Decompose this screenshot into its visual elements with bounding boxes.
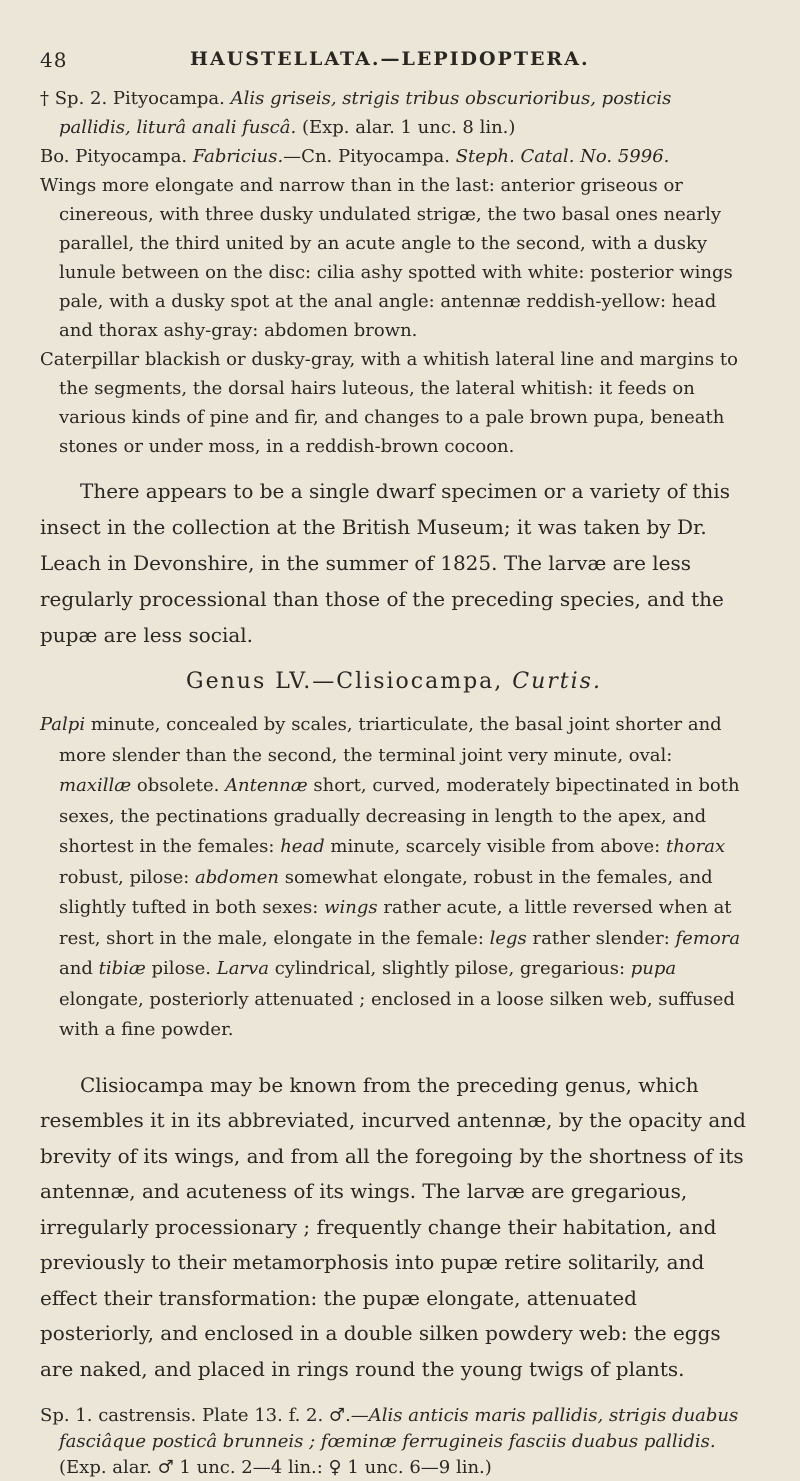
wings-description: Wings more elongate and narrow than in the last: anterior griseous or cinereous, with three dusky undulated strigæ, the two basal ones nearly parallel, the third united by an acute angle to the second, with a dusky lunule between on the disc: cilia ashy spotted with white: posterior wings pale, with a dusky spot at the anal angle: antennæ reddish-yellow: head and thorax ashy-gray: abdomen brown. [40, 175, 733, 341]
synonymy-label: Bo. Pityocampa. [40, 146, 188, 167]
species-1-label: Sp. 1. castrensis. [40, 1405, 197, 1426]
species-1-expanse: (Exp. alar. ♂ 1 unc. 2—4 lin.: ♀ 1 unc. 6—9 lin.) [59, 1457, 492, 1478]
pupa-text: elongate, posteriorly attenuated ; enclosed in a loose silken web, suffused with a fine powder. [59, 988, 735, 1040]
genus-heading [40, 669, 748, 694]
head-label: head [280, 836, 325, 857]
palpi-text: minute, concealed by scales, triarticulate, the basal joint shorter and more slender than the second, the terminal joint very minute, oval: [59, 714, 722, 766]
genus-characters [40, 710, 748, 1046]
genus-remarks: Clisiocampa may be known from the preceding genus, which resembles it in its abbreviated, incurved antennæ, by the opacity and brevity of its wings, and from all the foregoing by the shortness of its antennæ, and acuteness of its wings. The larvæ are gregarious, irregularly processionary ; frequently change their habitation, and previously to their metamorphosis into pupæ retire solitarily, and effect their transformation: the pupæ elongate, attenuated posteriorly, and enclosed in a double silken powdery web: the eggs are naked, and placed in rings round the young twigs of plants. [40, 1072, 746, 1381]
species-2-diagnosis: Alis griseis, strigis tribus obscurioribus, posticis pallidis, liturâ anali fuscâ. [59, 88, 672, 138]
thorax-text: robust, pilose: [59, 866, 190, 888]
thorax-label: thorax [665, 836, 726, 857]
species-2-label: † Sp. 2. Pityocampa. [40, 88, 225, 109]
species-2-synonymy [40, 142, 748, 171]
legs-text: rather slender: [532, 927, 670, 949]
maxillae-text: obsolete. [136, 775, 220, 796]
wings-text: rather acute, a little reversed when at rest, short in the male, elongate in the female: [59, 897, 732, 949]
synonymy-rest: —Cn. Pityocampa. [283, 146, 450, 167]
running-head [40, 48, 748, 78]
genus-title: Genus LV.—Clisiocampa, [186, 669, 504, 694]
larva-label: Larva [216, 958, 269, 979]
species-2-remarks: There appears to be a single dwarf specimen or a variety of this insect in the collection at the British Museum; it was taken by Dr. Leach in Devonshire, in the summer of 1825. The larvæ are less regularly processional than those of the preceding species, and the pupæ are less social. [40, 479, 730, 647]
tibiae-text: pilose. [151, 958, 212, 979]
antennae-label: Antennæ [225, 775, 308, 796]
pupa-label: pupa [630, 958, 677, 979]
palpi-label: Palpi [40, 714, 86, 735]
plate-reference: Plate 13. f. 2. ♂. [202, 1405, 351, 1426]
species-2-entry [40, 84, 748, 142]
abdomen-text: somewhat elongate, robust in the females, and slightly tufted in both sexes: [59, 866, 713, 918]
head-text: minute, scarcely visible from above: [330, 836, 661, 857]
abdomen-label: abdomen [195, 866, 279, 888]
genus-authority: Curtis. [512, 669, 602, 694]
maxillae-label: maxillæ [59, 775, 132, 796]
species-1-entry [40, 1403, 748, 1481]
tibiae-label: tibiæ [98, 958, 146, 979]
page-number: 48 [40, 48, 68, 72]
species-2-expanse: (Exp. alar. 1 unc. 8 lin.) [301, 117, 516, 138]
antennae-text: short, curved, moderately bipectinated in both sexes, the pectinations gradually decreasing in length to the apex, and shortest in the females: [59, 775, 740, 857]
caterpillar-description: Caterpillar blackish or dusky-gray, with a whitish lateral line and margins to the segments, the dorsal hairs luteous, the lateral whitish: it feeds on various kinds of pine and fir, and changes to a pale brown pupa, beneath stones or under moss, in a reddish-brown cocoon. [40, 349, 738, 457]
femora-label: femora [675, 927, 741, 949]
species-1-diagnosis: —Alis anticis maris pallidis, strigis duabus fasciâque posticâ brunneis ; fœminæ ferrugineis fasciis duabus pallidis. [59, 1405, 739, 1452]
larva-text: cylindrical, slightly pilose, gregarious: [274, 958, 626, 979]
synonymy-fabricius: Fabricius. [192, 146, 284, 167]
synonymy-catalogue: Steph. Catal. No. 5996. [455, 146, 670, 167]
wings-label: wings [324, 897, 378, 918]
femora-text: and [59, 958, 93, 979]
legs-label: legs [489, 927, 527, 949]
running-title: HAUSTELLATA.—LEPIDOPTERA. [190, 48, 590, 70]
